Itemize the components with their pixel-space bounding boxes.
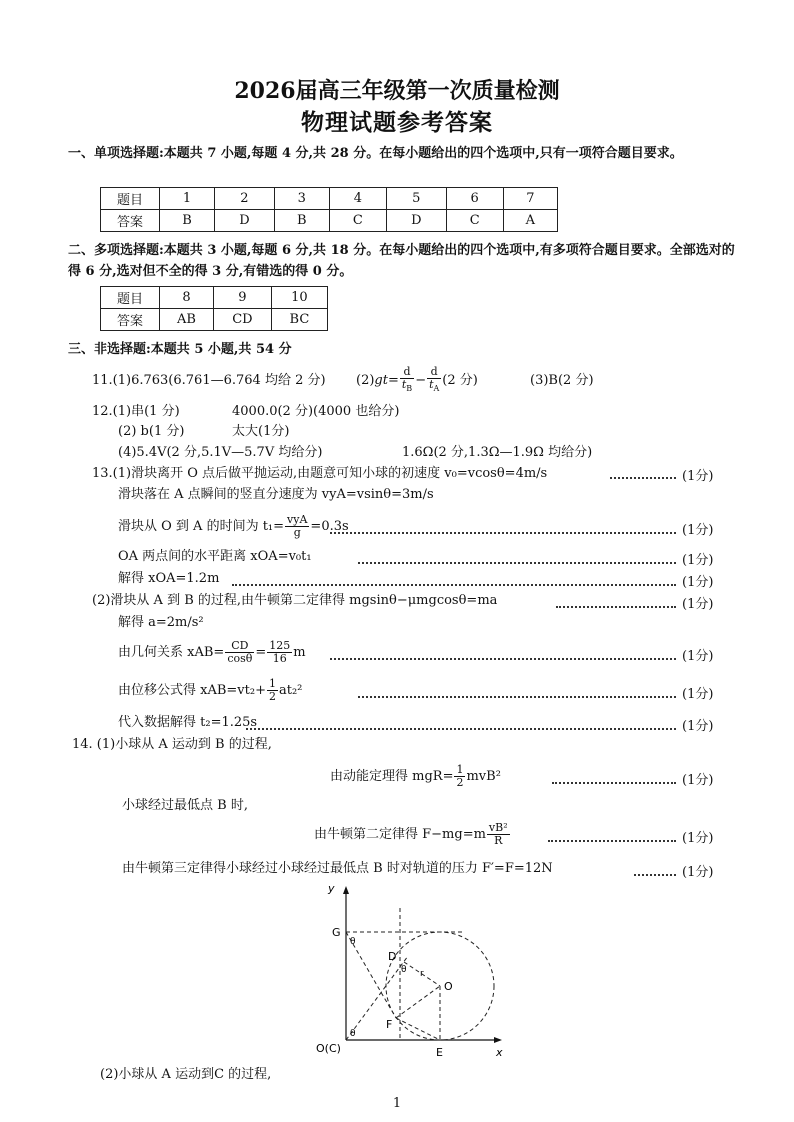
answer-cell: AB xyxy=(160,309,214,331)
q13-line8: 由几何关系 xAB= $\frac{CD}{\cos\theta}$ = $\frac{125}{16}$ m xyxy=(118,639,306,665)
dot-leader xyxy=(552,782,676,784)
label-center-o: O xyxy=(444,980,453,993)
label-e: E xyxy=(436,1046,443,1059)
multi-choice-answer-table xyxy=(100,286,328,331)
score-label: (1分) xyxy=(682,719,714,734)
row-label-question: 题目 xyxy=(101,287,160,309)
question-number: 7 xyxy=(503,188,557,210)
score-label: (1分) xyxy=(682,553,714,568)
score-label: (1分) xyxy=(682,649,714,664)
question-number: 1 xyxy=(160,188,215,210)
label-theta-g: θ xyxy=(350,937,356,947)
q11-part2: (2)gt= $\frac{d}{t_B}$ − $\frac{d}{t_A}$ (2 分) xyxy=(356,365,478,394)
label-x: x xyxy=(496,1046,503,1059)
answer-cell: BC xyxy=(271,309,327,331)
q13-line7: 解得 a=2m/s² xyxy=(118,615,204,630)
label-origin: O(C) xyxy=(316,1042,341,1055)
exam-title: 2026届高三年级第一次质量检测 xyxy=(234,78,560,104)
line-fo xyxy=(396,986,440,1018)
question-number: 9 xyxy=(213,287,271,309)
answer-key-title: 物理试题参考答案 xyxy=(301,109,493,136)
score-label: (1分) xyxy=(682,575,714,590)
y-axis-arrow xyxy=(343,886,349,894)
answer-cell: B xyxy=(274,210,329,232)
q12-line1a: 12.(1)串(1 分) xyxy=(92,404,180,419)
q14-line6: (2)小球从 A 运动到C 的过程, xyxy=(100,1067,272,1082)
q14-line4: 由牛顿第二定律得 F−mg=m $\frac{\text{vB²}}{R}$ xyxy=(314,821,508,847)
score-label: (1分) xyxy=(682,831,714,846)
q12-line2b: 太大(1分) xyxy=(232,424,290,439)
dot-leader xyxy=(556,606,676,608)
q13-line2: 滑块落在 A 点瞬间的竖直分速度为 vyA=vsinθ=3m/s xyxy=(118,487,434,502)
q11-part1: 11.(1)6.763(6.761—6.764 均给 2 分) xyxy=(92,373,326,388)
line-fe xyxy=(396,1018,440,1040)
q13-line4: OA 两点间的水平距离 xOA=v₀t₁ xyxy=(118,549,312,564)
question-number: 2 xyxy=(215,188,275,210)
q13-line5: 解得 xOA=1.2m xyxy=(118,571,220,586)
q12-line2a: (2) b(1 分) xyxy=(118,424,185,439)
score-label: (1分) xyxy=(682,597,714,612)
question-number: 6 xyxy=(446,188,503,210)
page-number: 1 xyxy=(392,1096,402,1111)
answer-cell: C xyxy=(329,210,386,232)
label-g: G xyxy=(332,926,341,939)
table-row xyxy=(101,188,558,210)
q13-line3: 滑块从 O 到 A 的时间为 t₁= $\frac{\text{vyA}}{g}$ =0.3s xyxy=(118,513,349,539)
table-row xyxy=(101,309,328,331)
q12-line1b: 4000.0(2 分)(4000 也给分) xyxy=(232,404,400,419)
table-row xyxy=(101,210,558,232)
q14-line2: 由动能定理得 mgR= $\frac{1}{2}$ mvB² xyxy=(330,763,501,789)
score-label: (1分) xyxy=(682,469,714,484)
section2-heading: 二、多项选择题:本题共 3 小题,每题 6 分,共 18 分。在每小题给出的四个选项中,有多项符合题目要求。全部选对的得 6 分,选对但不全的得 3 分,有错选的得 0 分。 xyxy=(68,243,735,279)
label-f: F xyxy=(386,1018,393,1031)
label-theta-origin: θ xyxy=(350,1029,356,1039)
q13-line1: 13.(1)滑块离开 O 点后做平抛运动,由题意可知小球的初速度 v₀=vcosθ=4m/s xyxy=(92,466,548,481)
q14-line5: 由牛顿第三定律得小球经过小球经过最低点 B 时对轨道的压力 F′=F=12N xyxy=(122,861,553,876)
q13-line9: 由位移公式得 xAB=vt₂+ $\frac{1}{2}$ at₂² xyxy=(118,677,303,703)
row-label-answer: 答案 xyxy=(101,210,160,232)
q13-line6: (2)滑块从 A 到 B 的过程,由牛顿第二定律得 mgsinθ−μmgcosθ=ma xyxy=(92,593,498,608)
dot-leader xyxy=(358,562,676,564)
dot-leader xyxy=(330,658,676,660)
score-label: (1分) xyxy=(682,865,714,880)
q12-line3b: 1.6Ω(2 分,1.3Ω—1.9Ω 均给分) xyxy=(402,445,593,460)
label-r: r xyxy=(420,969,424,979)
question-number: 10 xyxy=(271,287,327,309)
question-number: 8 xyxy=(160,287,214,309)
q14-line1: 14. (1)小球从 A 运动到 B 的过程, xyxy=(72,737,272,752)
answer-cell: D xyxy=(386,210,446,232)
label-y: y xyxy=(328,882,335,895)
answer-cell: C xyxy=(446,210,503,232)
section3-heading: 三、非选择题:本题共 5 小题,共 54 分 xyxy=(68,342,292,357)
dot-leader xyxy=(634,874,676,876)
section1-heading: 一、单项选择题:本题共 7 小题,每题 4 分,共 28 分。在每小题给出的四个选项中,只有一项符合题目要求。 xyxy=(68,146,683,161)
dot-leader xyxy=(358,696,676,698)
answer-cell: D xyxy=(215,210,275,232)
line-od xyxy=(346,956,408,1040)
dot-leader xyxy=(548,840,676,842)
row-label-answer: 答案 xyxy=(101,309,160,331)
single-choice-answer-table xyxy=(100,187,558,232)
dot-leader xyxy=(232,584,676,586)
score-label: (1分) xyxy=(682,773,714,788)
q13-line10: 代入数据解得 t₂=1.25s xyxy=(118,715,258,730)
q11-part3: (3)B(2 分) xyxy=(530,373,594,388)
dot-leader xyxy=(246,728,676,730)
score-label: (1分) xyxy=(682,523,714,538)
question-number: 4 xyxy=(329,188,386,210)
score-label: (1分) xyxy=(682,687,714,702)
dot-leader xyxy=(330,532,676,534)
answer-cell: B xyxy=(160,210,215,232)
answer-cell: CD xyxy=(213,309,271,331)
q12-line3a: (4)5.4V(2 分,5.1V—5.7V 均给分) xyxy=(118,445,323,460)
dot-leader xyxy=(610,477,676,479)
question-number: 5 xyxy=(386,188,446,210)
table-row xyxy=(101,287,328,309)
answer-cell: A xyxy=(503,210,557,232)
question-number: 3 xyxy=(274,188,329,210)
q14-line3: 小球经过最低点 B 时, xyxy=(122,798,248,813)
row-label-question: 题目 xyxy=(101,188,160,210)
geometry-diagram xyxy=(316,880,516,1062)
label-theta-d: θ xyxy=(401,965,407,975)
x-axis-arrow xyxy=(494,1037,502,1043)
label-d: D xyxy=(388,950,397,963)
